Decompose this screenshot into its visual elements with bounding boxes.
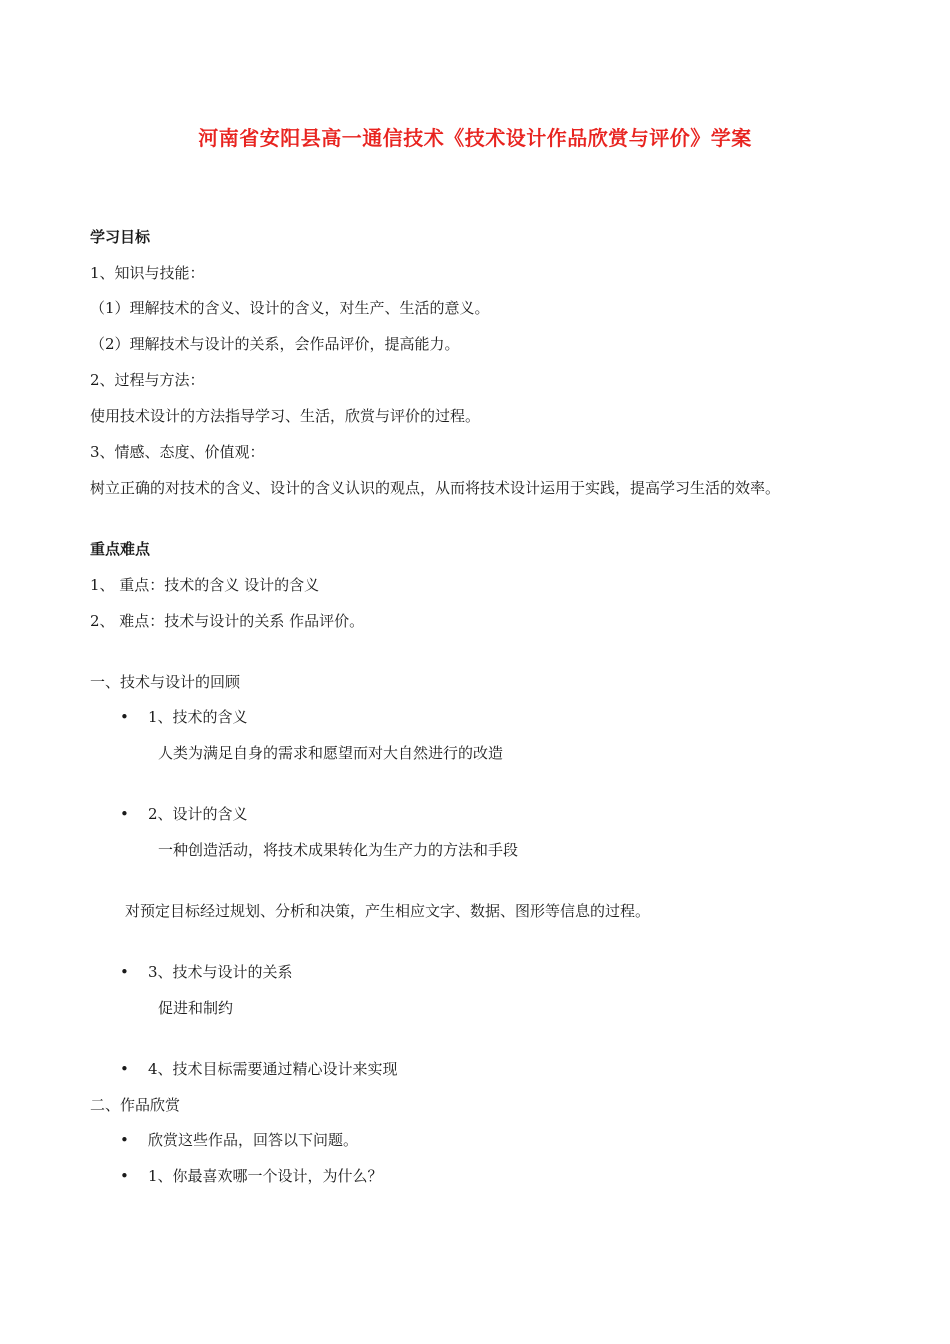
bullet-icon: •	[120, 708, 129, 726]
bullet-icon: •	[120, 963, 129, 981]
section2-heading: 二、作品欣赏	[90, 1096, 181, 1114]
bullet-icon: •	[120, 805, 129, 823]
list-item-desc: 一种创造活动，将技术成果转化为生产力的方法和手段	[158, 841, 519, 859]
key-points-heading: 重点难点	[90, 540, 151, 558]
document-title: 河南省安阳县高一通信技术《技术设计作品欣赏与评价》学案	[198, 126, 752, 150]
list-item: 欣赏这些作品，回答以下问题。	[148, 1131, 359, 1149]
list-item-desc: 促进和制约	[158, 999, 234, 1017]
objective-line: 3、情感、态度、价值观：	[90, 443, 265, 461]
list-item: 4、技术目标需要通过精心设计来实现	[148, 1060, 398, 1078]
key-point-line: 1、 重点：技术的含义 设计的含义	[90, 576, 320, 594]
objective-line: 2、过程与方法：	[90, 371, 205, 389]
key-point-line: 2、 难点：技术与设计的关系 作品评价。	[90, 612, 365, 630]
list-item: 2、设计的含义	[148, 805, 248, 823]
section1-heading: 一、技术与设计的回顾	[90, 673, 241, 691]
list-item-desc: 人类为满足自身的需求和愿望而对大自然进行的改造	[158, 744, 504, 762]
list-item: 1、你最喜欢哪一个设计，为什么？	[148, 1167, 383, 1185]
bullet-icon: •	[120, 1131, 129, 1149]
objective-line: 使用技术设计的方法指导学习、生活，欣赏与评价的过程。	[90, 407, 481, 425]
objective-line: （2）理解技术与设计的关系，会作品评价，提高能力。	[90, 335, 460, 353]
objective-line: 1、知识与技能：	[90, 264, 205, 282]
objective-line: 树立正确的对技术的含义、设计的含义认识的观点，从而将技术设计运用于实践，提高学习生活的效率。	[90, 479, 781, 497]
list-item-extra: 对预定目标经过规划、分析和决策，产生相应文字、数据、图形等信息的过程。	[125, 902, 651, 920]
list-item: 3、技术与设计的关系	[148, 963, 293, 981]
bullet-icon: •	[120, 1060, 129, 1078]
bullet-icon: •	[120, 1167, 129, 1185]
list-item: 1、技术的含义	[148, 708, 248, 726]
objectives-heading: 学习目标	[90, 228, 151, 246]
objective-line: （1）理解技术的含义、设计的含义，对生产、生活的意义。	[90, 299, 490, 317]
